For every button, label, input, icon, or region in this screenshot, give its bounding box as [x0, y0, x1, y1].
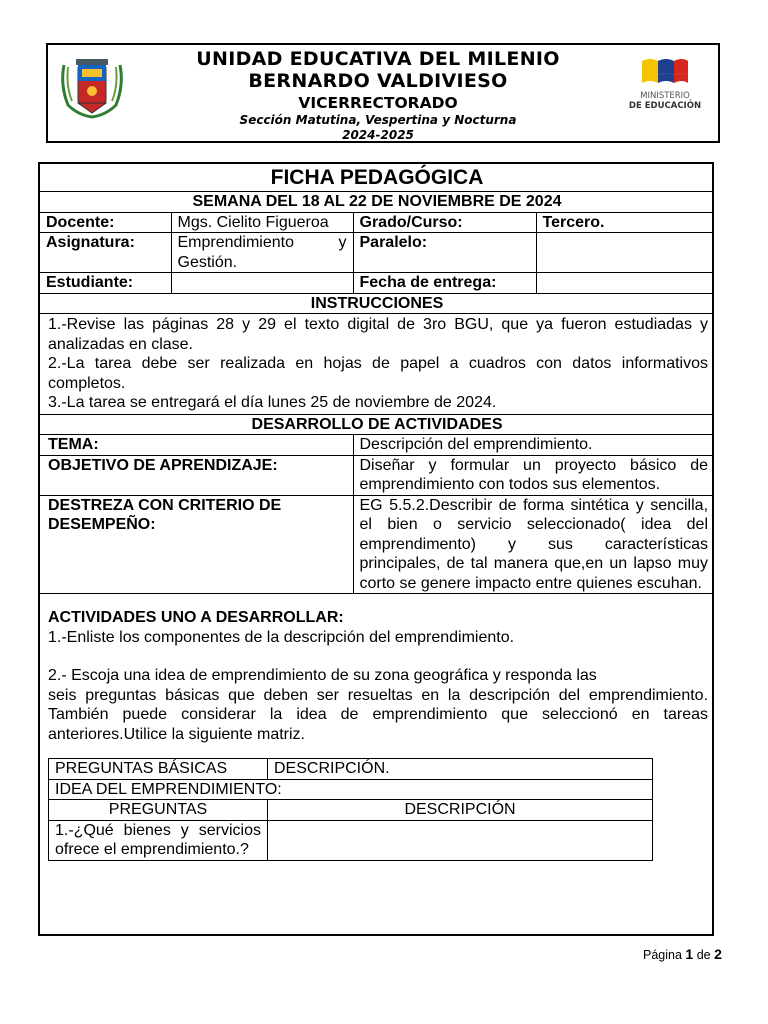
- ministry-name-line2: DE EDUCACIÓN: [628, 101, 702, 111]
- activity-item: 1.-Enliste los componentes de la descripción del emprendimiento.: [48, 628, 515, 646]
- matrix-idea-row: IDEA DEL EMPRENDIMIENTO:: [49, 779, 653, 800]
- instruction-item: 2.-La tarea debe ser realizada en hojas de papel a cuadros con datos informativos completos.: [48, 355, 709, 392]
- subject-label: Asignatura:: [40, 233, 171, 273]
- topic-value: Descripción del emprendimiento.: [353, 435, 714, 456]
- page-current: 1: [685, 946, 694, 962]
- page-total: 2: [714, 946, 722, 962]
- subject-value: Emprendimiento y Gestión.: [171, 233, 353, 273]
- sheet-table: [40, 164, 714, 861]
- grade-value: Tercero.: [536, 212, 714, 233]
- activities-heading: ACTIVIDADES UNO A DESARROLLAR:: [48, 609, 344, 626]
- school-year: 2024-2025: [342, 128, 414, 142]
- due-date-label: Fecha de entrega:: [353, 273, 536, 294]
- week-heading: SEMANA DEL 18 AL 22 DE NOVIEMBRE DE 2024: [40, 192, 714, 213]
- instruction-item: 3.-La tarea se entregará el día lunes 25 de noviembre de 2024.: [48, 394, 497, 411]
- skill-label: DESTREZA CON CRITERIO DE DESEMPEÑO:: [40, 495, 353, 594]
- ministry-name-line1: MINISTERIO: [640, 91, 690, 101]
- skill-value: EG 5.5.2.Describir de forma sintética y sencilla, el bien o servicio seleccionado( idea del emprendimento) y sus características principales, de tal manera que,en un lapso muy corto se genere impacto entre quienes escuhan.: [353, 495, 714, 594]
- teacher-label: Docente:: [40, 212, 171, 233]
- school-crest-icon: [58, 55, 126, 119]
- student-label: Estudiante:: [40, 273, 171, 294]
- school-name-line1: UNIDAD EDUCATIVA DEL MILENIO: [196, 48, 560, 70]
- parallel-value[interactable]: [536, 233, 714, 273]
- of-word: de: [696, 948, 711, 962]
- objective-value: Diseñar y formular un proyecto básico de emprendimiento con todos sus elementos.: [353, 455, 714, 495]
- document-header: [46, 43, 720, 143]
- ministry-logo: [622, 55, 708, 117]
- department-name: VICERRECTORADO: [298, 94, 458, 112]
- matrix-answer-1[interactable]: [268, 820, 653, 860]
- student-value[interactable]: [171, 273, 353, 294]
- matrix-col-questions: PREGUNTAS: [49, 800, 268, 821]
- activities-section: [40, 594, 714, 861]
- ministry-flag-icon: [640, 55, 690, 87]
- matrix-col-description: DESCRIPCIÓN: [268, 800, 653, 821]
- due-date-value[interactable]: [536, 273, 714, 294]
- instructions-list: [40, 314, 714, 415]
- grade-label: Grado/Curso:: [353, 212, 536, 233]
- activity-item-rest: seis preguntas básicas que deben ser resueltas en la descripción del emprendimiento. También puede considerar la idea de emprendimiento que seleccionó en tareas anteriores.Utilice la siguiente matriz.: [48, 686, 709, 743]
- matrix-header-left: PREGUNTAS BÁSICAS: [49, 759, 268, 780]
- sheet-title: FICHA PEDAGÓGICA: [40, 164, 714, 192]
- teacher-value: Mgs. Cielito Figueroa: [171, 212, 353, 233]
- topic-label: TEMA:: [40, 435, 353, 456]
- instruction-item: 1.-Revise las páginas 28 y 29 el texto digital de 3ro BGU, que ya fueron estudiadas y analizadas en clase.: [48, 316, 709, 353]
- objective-label: OBJETIVO DE APRENDIZAJE:: [40, 455, 353, 495]
- development-heading: DESARROLLO DE ACTIVIDADES: [40, 414, 714, 435]
- instructions-heading: INSTRUCCIONES: [40, 293, 714, 314]
- pedagogical-sheet: [38, 162, 714, 936]
- activity-item-line1: 2.- Escoja una idea de emprendimiento de su zona geográfica y responda las: [48, 667, 597, 684]
- section-text: Sección Matutina, Vespertina y Nocturna: [239, 113, 517, 127]
- questions-matrix: [48, 758, 653, 861]
- parallel-label: Paralelo:: [353, 233, 536, 273]
- page-number: [643, 946, 722, 962]
- matrix-question-1: 1.-¿Qué bienes y servicios ofrece el emprendimiento.?: [49, 820, 268, 860]
- page-word: Página: [643, 948, 682, 962]
- matrix-header-right: DESCRIPCIÓN.: [268, 759, 653, 780]
- school-name-line2: BERNARDO VALDIVIESO: [248, 70, 508, 92]
